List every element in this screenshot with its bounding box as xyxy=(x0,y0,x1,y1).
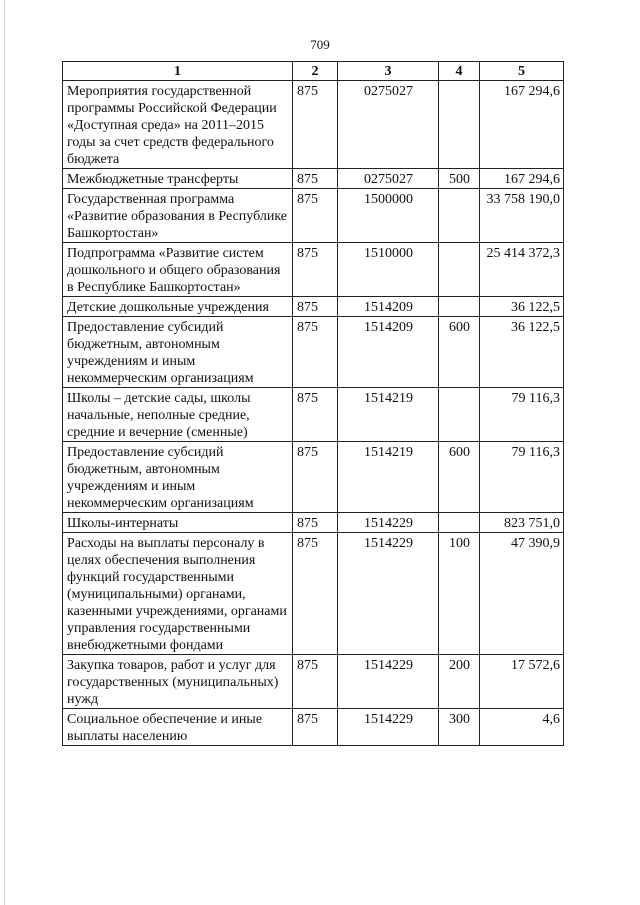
cell-sum: 17 572,6 xyxy=(480,655,564,709)
table-row xyxy=(63,655,564,709)
cell-name: Закупка товаров, работ и услуг для государственных (муниципальных) нужд xyxy=(63,655,293,709)
cell-csr: 1514219 xyxy=(338,388,439,442)
table-row xyxy=(63,533,564,655)
cell-ved: 875 xyxy=(293,243,338,297)
cell-name: Социальное обеспечение и иные выплаты населению xyxy=(63,709,293,746)
cell-csr: 1514229 xyxy=(338,533,439,655)
scan-edge xyxy=(4,0,5,905)
cell-vr: 300 xyxy=(439,709,480,746)
cell-vr xyxy=(439,513,480,533)
cell-ved: 875 xyxy=(293,81,338,169)
cell-sum: 36 122,5 xyxy=(480,317,564,388)
header-row xyxy=(63,62,564,81)
cell-vr: 500 xyxy=(439,169,480,189)
cell-vr: 100 xyxy=(439,533,480,655)
table-body xyxy=(63,81,564,746)
cell-ved: 875 xyxy=(293,709,338,746)
cell-name: Предоставление субсидий бюджетным, автономным учреждениям и иным некоммерческим организациям xyxy=(63,317,293,388)
cell-csr: 1514229 xyxy=(338,655,439,709)
cell-name: Школы – детские сады, школы начальные, неполные средние, средние и вечерние (сменные) xyxy=(63,388,293,442)
budget-table xyxy=(62,61,564,746)
cell-name: Школы-интернаты xyxy=(63,513,293,533)
cell-csr: 0275027 xyxy=(338,81,439,169)
cell-name: Детские дошкольные учреждения xyxy=(63,297,293,317)
header-col-4: 4 xyxy=(439,62,480,81)
header-col-1: 1 xyxy=(63,62,293,81)
header-col-5: 5 xyxy=(480,62,564,81)
table-header xyxy=(63,62,564,81)
cell-ved: 875 xyxy=(293,189,338,243)
cell-ved: 875 xyxy=(293,513,338,533)
cell-vr xyxy=(439,189,480,243)
table-row xyxy=(63,388,564,442)
cell-ved: 875 xyxy=(293,388,338,442)
cell-vr: 600 xyxy=(439,317,480,388)
header-col-3: 3 xyxy=(338,62,439,81)
cell-name: Межбюджетные трансферты xyxy=(63,169,293,189)
table-row xyxy=(63,189,564,243)
cell-sum: 167 294,6 xyxy=(480,169,564,189)
cell-ved: 875 xyxy=(293,655,338,709)
cell-csr: 1514209 xyxy=(338,317,439,388)
table-row xyxy=(63,81,564,169)
table-row xyxy=(63,709,564,746)
cell-csr: 1510000 xyxy=(338,243,439,297)
cell-vr: 200 xyxy=(439,655,480,709)
cell-sum: 25 414 372,3 xyxy=(480,243,564,297)
cell-sum: 79 116,3 xyxy=(480,442,564,513)
cell-name: Расходы на выплаты персоналу в целях обеспечения выполнения функций государственными (муниципальными) органами, казенными учреждениями, органами управления государственными внебюджетными фондами xyxy=(63,533,293,655)
cell-sum: 47 390,9 xyxy=(480,533,564,655)
cell-ved: 875 xyxy=(293,317,338,388)
cell-csr: 1514219 xyxy=(338,442,439,513)
cell-name: Предоставление субсидий бюджетным, автономным учреждениям и иным некоммерческим организациям xyxy=(63,442,293,513)
cell-name: Государственная программа «Развитие образования в Республике Башкортостан» xyxy=(63,189,293,243)
table-row xyxy=(63,297,564,317)
table-row xyxy=(63,317,564,388)
cell-sum: 4,6 xyxy=(480,709,564,746)
cell-name: Мероприятия государственной программы Российской Федерации «Доступная среда» на 2011–2015 годы за счет средств федерального бюджета xyxy=(63,81,293,169)
cell-sum: 36 122,5 xyxy=(480,297,564,317)
cell-ved: 875 xyxy=(293,533,338,655)
cell-sum: 823 751,0 xyxy=(480,513,564,533)
cell-csr: 1514209 xyxy=(338,297,439,317)
header-col-2: 2 xyxy=(293,62,338,81)
cell-sum: 79 116,3 xyxy=(480,388,564,442)
page-number: 709 xyxy=(310,37,330,52)
cell-sum: 167 294,6 xyxy=(480,81,564,169)
cell-csr: 0275027 xyxy=(338,169,439,189)
cell-vr xyxy=(439,243,480,297)
cell-csr: 1514229 xyxy=(338,513,439,533)
cell-csr: 1514229 xyxy=(338,709,439,746)
cell-csr: 1500000 xyxy=(338,189,439,243)
cell-ved: 875 xyxy=(293,169,338,189)
cell-vr xyxy=(439,81,480,169)
cell-vr xyxy=(439,297,480,317)
table-row xyxy=(63,169,564,189)
table-row xyxy=(63,243,564,297)
table-row xyxy=(63,442,564,513)
cell-sum: 33 758 190,0 xyxy=(480,189,564,243)
cell-vr: 600 xyxy=(439,442,480,513)
cell-ved: 875 xyxy=(293,297,338,317)
cell-name: Подпрограмма «Развитие систем дошкольного и общего образования в Республике Башкортостан» xyxy=(63,243,293,297)
cell-vr xyxy=(439,388,480,442)
table-row xyxy=(63,513,564,533)
cell-ved: 875 xyxy=(293,442,338,513)
